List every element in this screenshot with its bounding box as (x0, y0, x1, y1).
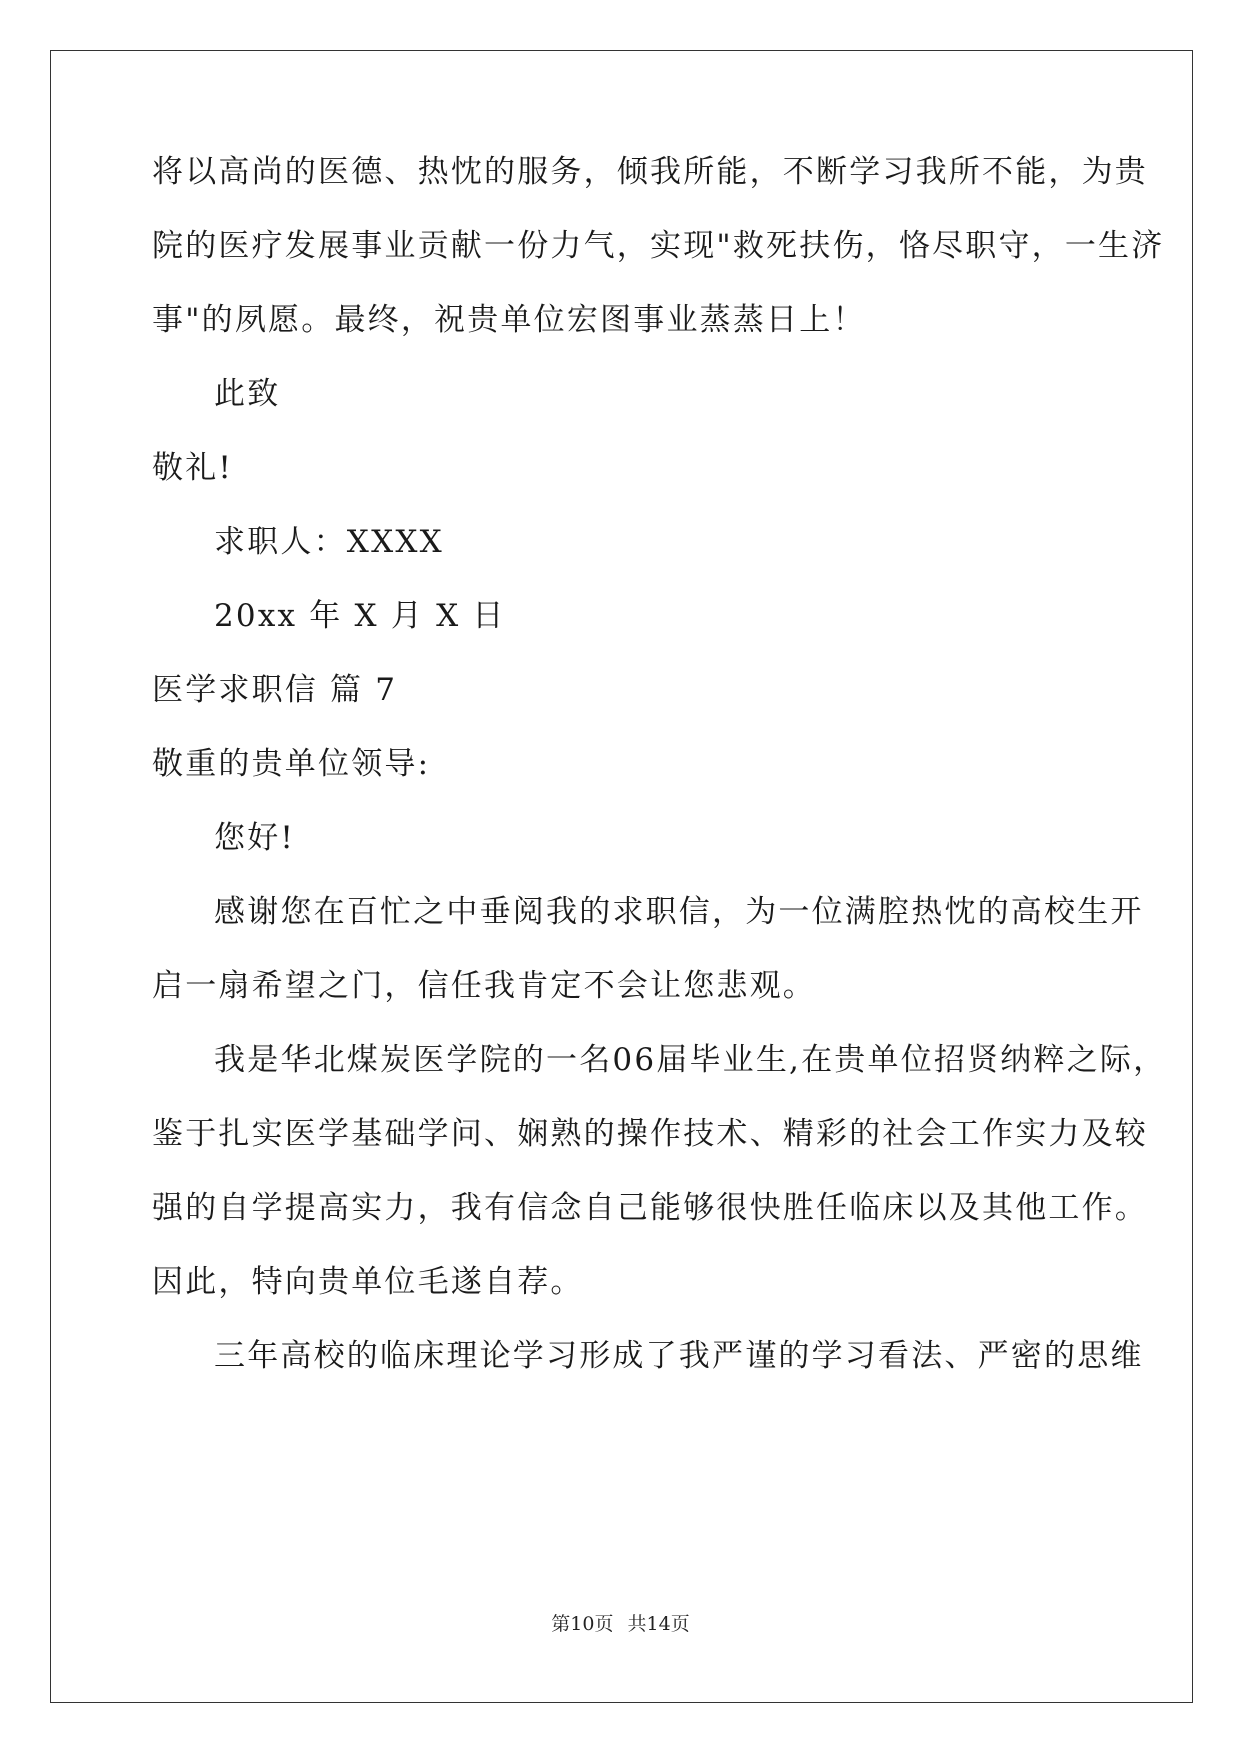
page-total: 共14页 (627, 1613, 690, 1635)
text-line: 鉴于扎实医学基础学问、娴熟的操作技术、精彩的社会工作实力及较 (152, 1116, 1148, 1152)
applicant-signature: 求职人：XXXX (214, 524, 444, 560)
page-footer (0, 1612, 1241, 1636)
closing-salutation: 此致 (214, 376, 281, 412)
letter-greeting: 敬重的贵单位领导: (152, 746, 431, 782)
text-line: 因此，特向贵单位毛遂自荐。 (152, 1264, 584, 1300)
text-line: 事"的夙愿。最终，祝贵单位宏图事业蒸蒸日上！ (152, 302, 866, 338)
letter-date: 20xx 年 X 月 X 日 (214, 598, 506, 634)
text-line: 我是华北煤炭医学院的一名06届毕业生,在贵单位招贤纳粹之际， (214, 1042, 1167, 1078)
page-border (50, 50, 1193, 1703)
text-line: 将以高尚的医德、热忱的服务，倾我所能，不断学习我所不能，为贵 (152, 154, 1148, 190)
text-line: 院的医疗发展事业贡献一份力气，实现"救死扶伤，恪尽职守，一生济 (152, 228, 1165, 264)
text-line: 启一扇希望之门，信任我肯定不会让您悲观。 (152, 968, 816, 1004)
text-line: 感谢您在百忙之中垂阅我的求职信，为一位满腔热忱的高校生开 (214, 894, 1144, 930)
section-heading: 医学求职信 篇 7 (152, 672, 398, 708)
page-number: 第10页 (551, 1613, 614, 1635)
letter-hello: 您好! (214, 820, 296, 856)
closing-respect: 敬礼! (152, 450, 234, 486)
text-line: 三年高校的临床理论学习形成了我严谨的学习看法、严密的思维 (214, 1338, 1144, 1374)
text-line: 强的自学提高实力，我有信念自己能够很快胜任临床以及其他工作。 (152, 1190, 1148, 1226)
